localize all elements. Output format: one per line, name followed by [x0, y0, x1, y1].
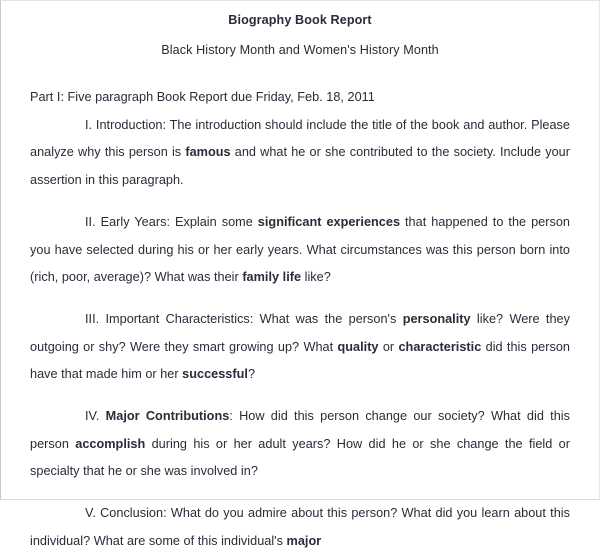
- emphasis-text: accomplish: [75, 436, 146, 451]
- emphasis-text: famous: [185, 145, 231, 160]
- paragraph-major-contributions: [30, 389, 570, 486]
- emphasis-text: personality: [402, 311, 471, 326]
- body-text: V. Conclusion: What do you admire about this person? What did you learn about this individual? What are some of this individual's: [30, 506, 570, 548]
- paragraph-introduction: [30, 112, 570, 195]
- emphasis-text: successful: [182, 367, 248, 382]
- body-text: IV.: [85, 409, 106, 424]
- body-text: like?: [301, 270, 331, 285]
- emphasis-text: characteristic: [398, 339, 482, 354]
- body-text: did this person have that made him or her: [30, 339, 570, 382]
- body-text: II. Early Years: Explain some: [85, 214, 258, 229]
- body-text: I. Introduction: The introduction should include the title of the book and author. Please analyze why this person is: [30, 117, 570, 160]
- paragraph-early-years: [30, 195, 570, 292]
- document-subtitle: Black History Month and Women's History Month: [161, 43, 439, 57]
- body-text: ?: [247, 367, 256, 382]
- body-text: during his or her adult years? How did he or she change the field or specialty that he or she was involved in?: [30, 436, 570, 479]
- emphasis-text: family life: [242, 270, 302, 285]
- part-heading-line: Part I: Five paragraph Book Report due Friday, Feb. 18, 2011: [30, 90, 375, 104]
- body-text: that happened to the person you have selected during his or her early years. What circumstances was this person born into (rich, poor, average)? What was their: [30, 214, 570, 285]
- emphasis-text: significant experiences: [257, 214, 401, 229]
- document-title: Biography Book Report: [228, 13, 372, 27]
- body-text: or: [378, 339, 399, 354]
- document-body: [30, 1, 570, 556]
- body-text: like? Were they outgoing or shy? Were they smart growing up? What: [30, 311, 570, 354]
- body-text: and what he or she contributed to the society. Include your assertion in this paragraph.: [30, 145, 570, 188]
- emphasis-text: Major Contributions: [105, 409, 230, 424]
- emphasis-text: quality: [337, 339, 379, 354]
- emphasis-text: major: [286, 533, 322, 548]
- body-text: : How did this person change our society? What did this person: [30, 409, 570, 451]
- paragraph-important-characteristics: [30, 292, 570, 389]
- paragraph-conclusion: [30, 486, 570, 555]
- body-text: III. Important Characteristics: What was the person's: [85, 311, 403, 326]
